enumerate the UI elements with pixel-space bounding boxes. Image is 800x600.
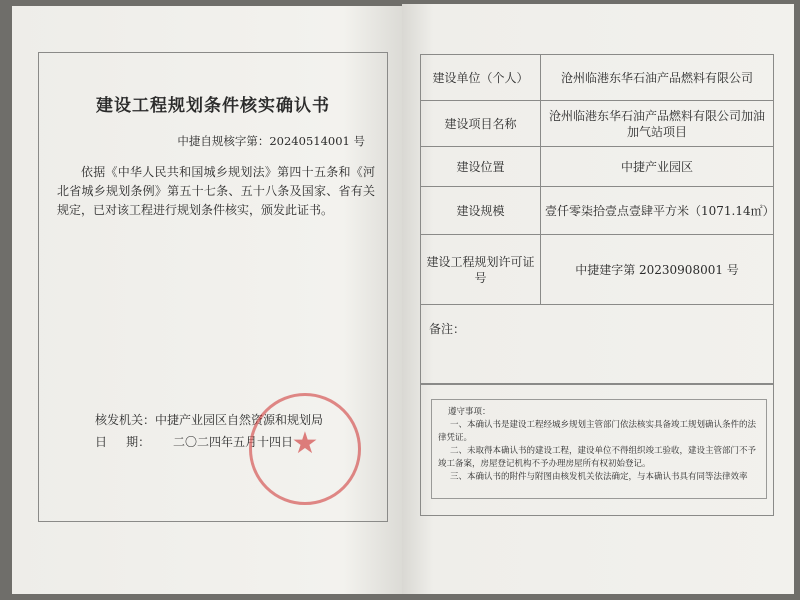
table-row [421,187,774,235]
row-label: 建设工程规划许可证号 [421,235,541,305]
certificate-frame [38,52,388,522]
row-label: 建设单位（个人） [421,55,541,101]
notice-inner [431,399,767,499]
notice-item: 一、本确认书是建设工程经城乡规划主管部门依法核实具备竣工规划确认条件的法律凭证。 [438,420,757,443]
seal-star-icon: ★ [291,426,319,461]
left-page [12,6,402,594]
table-row [421,55,774,101]
official-seal [249,393,361,505]
certificate-number: 中捷自规核字第：20240514001 号 [177,134,365,148]
row-value: 壹仟零柒拾壹点壹肆平方米（1071.14㎡） [541,187,774,235]
date-value: 二〇二四年五月十四日 [172,435,293,449]
row-value: 中捷建字第 20230908001 号 [541,235,774,305]
row-value: 沧州临港东华石油产品燃料有限公司加油加气站项目 [541,101,774,147]
row-value: 沧州临港东华石油产品燃料有限公司 [541,55,774,101]
notice-box [420,384,774,516]
table-row [421,101,774,147]
certificate-body: 依据《中华人民共和国城乡规划法》第四十五条和《河北省城乡规划条例》第五十七条、五十八条及国家、省有关规定，已对该工程进行规划条件核实，颁发此证书。 [57,165,375,217]
issuer-value: 中捷产业园区自然资源和规划局 [155,413,324,427]
project-info-table [420,54,774,305]
row-label: 建设项目名称 [421,101,541,147]
notice-item: 二、未取得本确认书的建设工程，建设单位不得组织竣工验收，建设主管部门不予竣工备案，房屋登记机构不予办理房屋所有权初始登记。 [438,446,757,469]
row-label: 建设规模 [421,187,541,235]
notes-label: 备注： [429,322,466,336]
notes-box [420,304,774,384]
certificate-title: 建设工程规划条件核实确认书 [96,96,330,116]
row-label: 建设位置 [421,147,541,187]
date-label: 日 期： [95,435,151,449]
table-row [421,235,774,305]
issuer-label: 核发机关： [95,413,156,427]
right-page [402,4,794,594]
notice-item: 三、本确认书的附件与附图由核发机关依法确定，与本确认书具有同等法律效率 [450,472,748,482]
table-row [421,147,774,187]
row-value: 中捷产业园区 [541,147,774,187]
notice-title: 遵守事项： [448,407,491,417]
